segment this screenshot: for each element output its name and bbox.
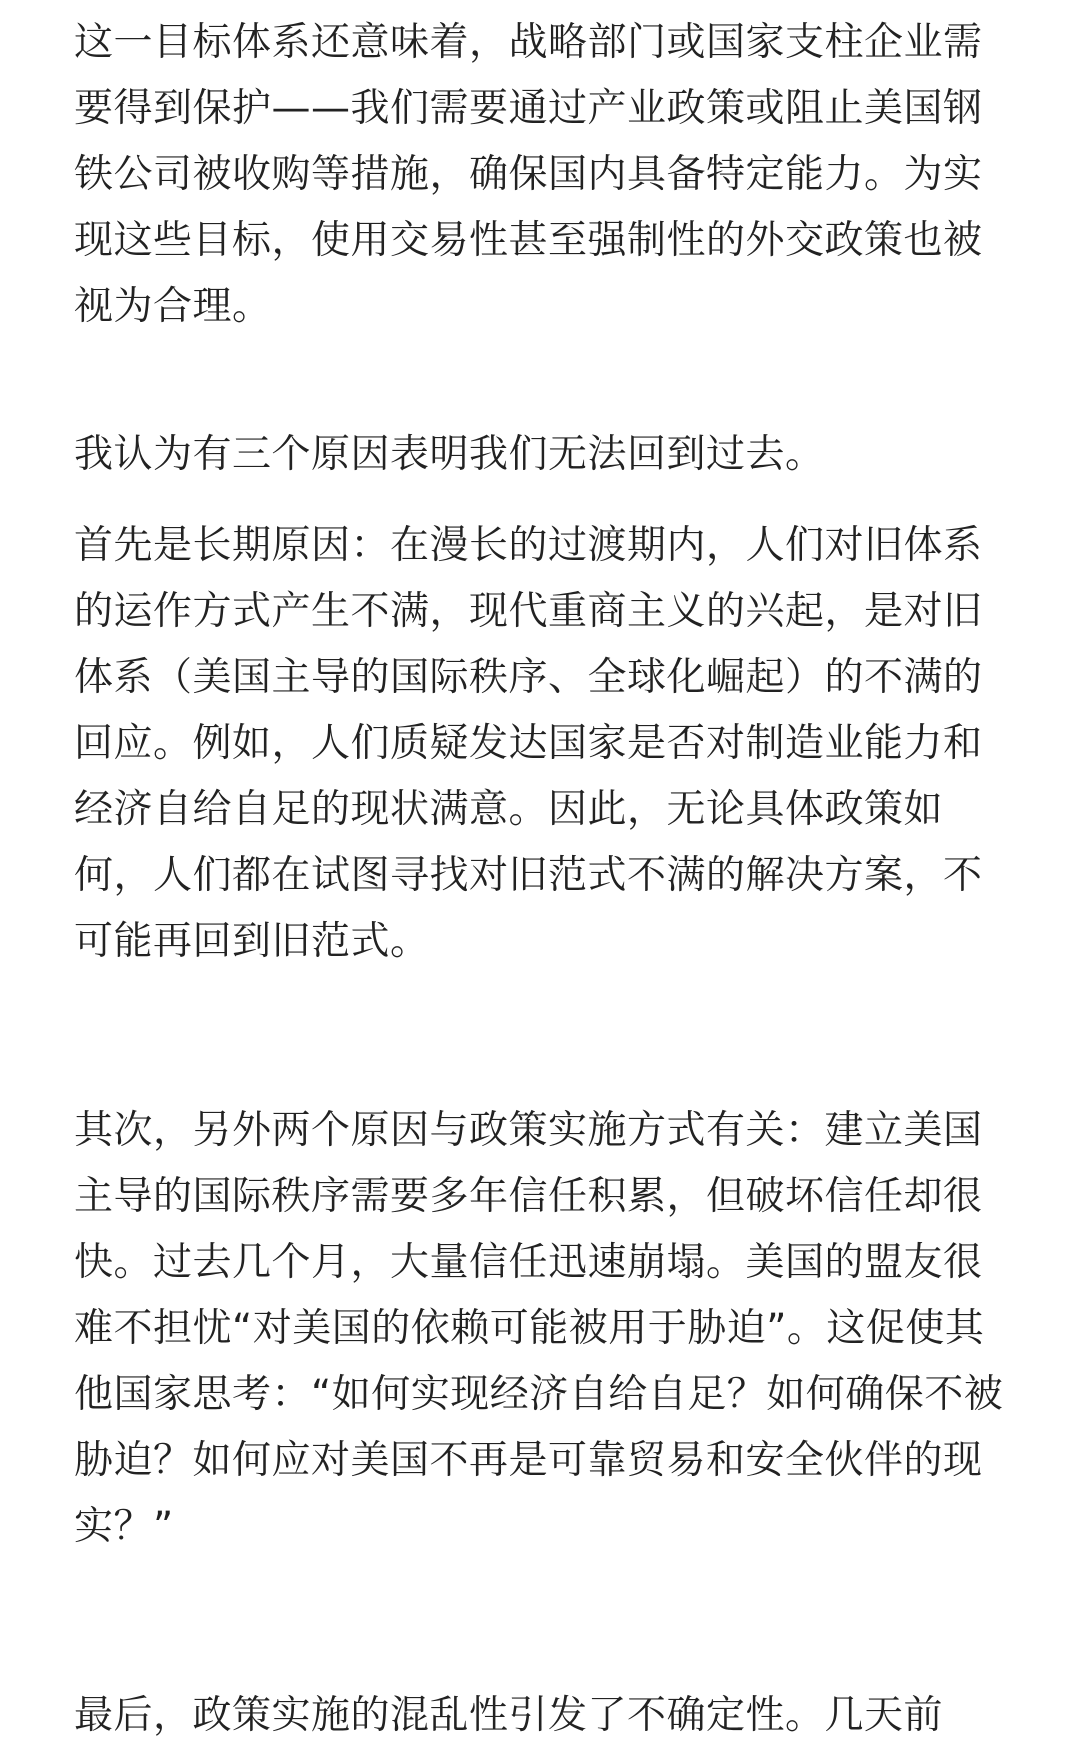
article-body [74,10,1014,1749]
paragraph-spacer [74,1560,1014,1683]
paragraph-2: 我认为有三个原因表明我们无法回到过去。 [74,432,825,477]
paragraph-spacer [74,975,1014,1098]
paragraph-5: 最后，政策实施的混乱性引发了不确定性。几天前 [74,1693,944,1738]
paragraph-spacer [74,340,1014,422]
paragraph-spacer [74,488,1014,513]
paragraph-1: 这一目标体系还意味着，战略部门或国家支柱企业需要得到保护——我们需要通过产业政策或阻止美国钢铁公司被收购等措施，确保国内具备特定能力。为实现这些目标，使用交易性甚至强制性的外交政策也被视为合理。 [74,20,983,329]
paragraph-4: 其次，另外两个原因与政策实施方式有关：建立美国主导的国际秩序需要多年信任积累，但破坏信任却很快。过去几个月，大量信任迅速崩塌。美国的盟友很难不担忧“对美国的依赖可能被用于胁迫”。这促使其他国家思考：“如何实现经济自给自足？如何确保不被胁迫？如何应对美国不再是可靠贸易和安全伙伴的现实？” [74,1108,1004,1549]
paragraph-3: 首先是长期原因：在漫长的过渡期内，人们对旧体系的运作方式产生不满，现代重商主义的兴起，是对旧体系（美国主导的国际秩序、全球化崛起）的不满的回应。例如，人们质疑发达国家是否对制造业能力和经济自给自足的现状满意。因此，无论具体政策如何，人们都在试图寻找对旧范式不满的解决方案，不可能再回到旧范式。 [74,523,983,964]
